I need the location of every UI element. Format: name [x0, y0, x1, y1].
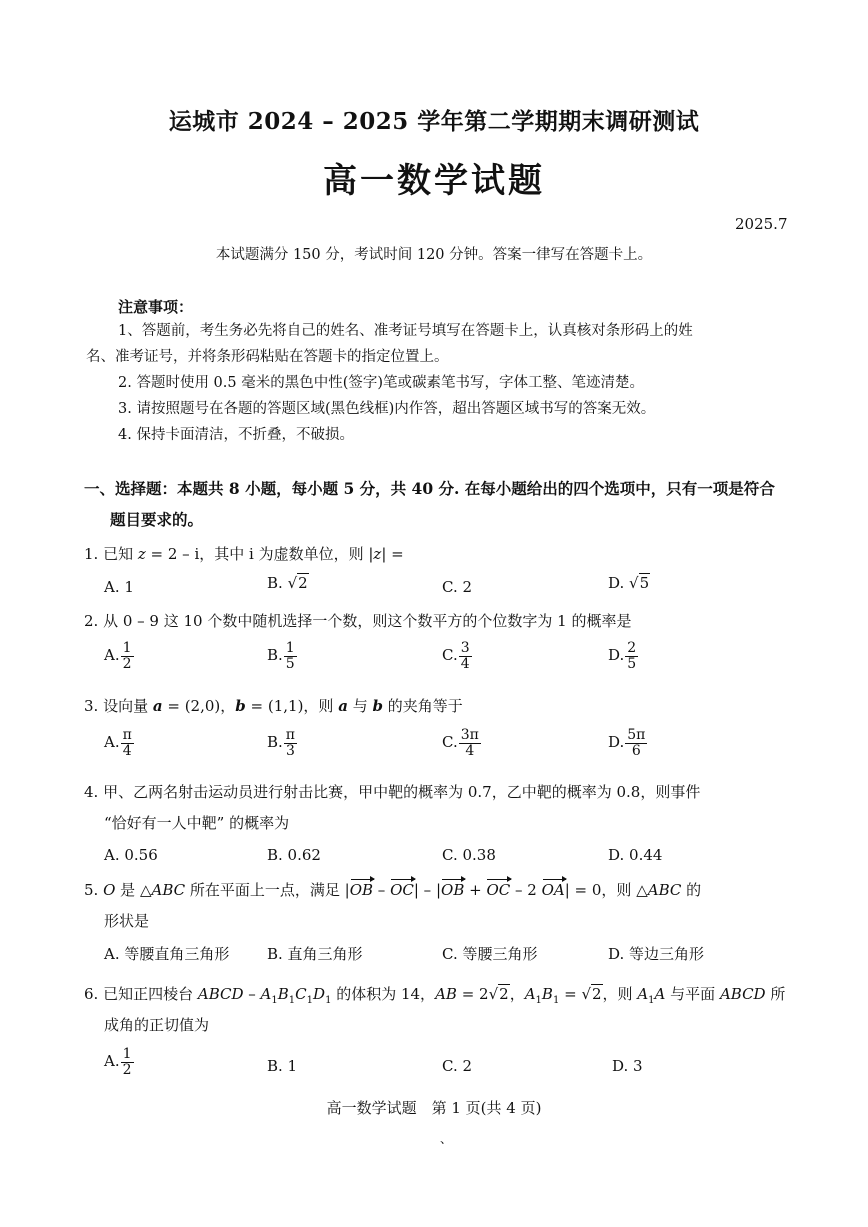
exam-date: 2025.7 [735, 215, 788, 233]
footer-mark: 、 [440, 1132, 453, 1146]
note-2: 2. 答题时使用 0.5 毫米的黑色中性(签字)笔或碳素笔书写，字体工整、笔迹清楚。 [118, 375, 645, 391]
question-3-option-b: B. $\frac{\pi}{3}$ [267, 727, 295, 759]
note-3: 3. 请按照题号在各题的答题区域(黑色线框)内作答，超出答题区域书写的答案无效。 [118, 401, 656, 417]
question-6-option-c: C. 2 [442, 1057, 473, 1075]
question-2-option-c: C. $\frac{3}{4}$ [442, 640, 470, 672]
section-1-heading: 一、选择题：本题共 8 小题，每小题 5 分，共 40 分. 在每小题给出的四个选项中，只有一项是符合 [84, 479, 775, 498]
question-4-stem: 4. 甲、乙两名射击运动员进行射击比赛，甲中靶的概率为 0.7，乙中靶的概率为 0.8，则事件 [84, 783, 701, 801]
question-3-stem: 3. 设向量 a = (2,0)，b = (1,1)，则 a 与 b 的夹角等于 [84, 697, 463, 715]
notes-heading: 注意事项： [118, 298, 194, 316]
question-2-option-a: A. $\frac{1}{2}$ [104, 640, 132, 672]
question-4-option-b: B. 0.62 [267, 846, 321, 864]
question-1-option-c: C. 2 [442, 578, 473, 596]
question-1-option-d: D. √5 [608, 574, 650, 592]
question-6-stem-cont: 成角的正切值为 [104, 1016, 210, 1034]
question-1-stem: 1. 已知 z = 2 – i，其中 i 为虚数单位，则 |z| = [84, 545, 404, 563]
question-5-stem: 5. O 是 △ABC 所在平面上一点，满足 |OB – OC| – |OB + OC – 2 OA| = 0，则 △ABC 的 [84, 881, 702, 899]
question-1-option-a: A. 1 [104, 578, 134, 596]
exam-intro: 本试题满分 150 分，考试时间 120 分钟。答案一律写在答题卡上。 [215, 247, 653, 263]
question-6-option-a: A. $\frac{1}{2}$ [104, 1046, 132, 1078]
note-1b: 名、准考证号，并将条形码粘贴在答题卡的指定位置上。 [86, 349, 449, 365]
section-1-heading-cont: 题目要求的。 [110, 510, 204, 529]
question-4-option-c: C. 0.38 [442, 846, 496, 864]
note-4: 4. 保持卡面清洁，不折叠，不破损。 [118, 427, 354, 443]
question-2-option-b: B. $\frac{1}{5}$ [267, 640, 295, 672]
question-3-option-c: C. $\frac{3\pi}{4}$ [442, 727, 479, 759]
question-5-option-d: D. 等边三角形 [608, 945, 705, 963]
question-3-option-a: A. $\frac{\pi}{4}$ [104, 727, 132, 759]
question-1-option-b: B. √2 [267, 574, 308, 592]
question-5-option-c: C. 等腰三角形 [442, 945, 538, 963]
question-4-option-d: D. 0.44 [608, 846, 663, 864]
exam-title: 高一数学试题 [323, 161, 545, 201]
page-footer: 高一数学试题 第 1 页(共 4 页) [326, 1099, 542, 1117]
exam-series-title: 运城市 2024 – 2025 学年第二学期期末调研测试 [168, 108, 700, 135]
question-2-stem: 2. 从 0 – 9 这 10 个数中随机选择一个数，则这个数平方的个位数字为 1 的概率是 [84, 612, 632, 630]
question-4-stem-cont: “恰好有一人中靶” 的概率为 [104, 814, 290, 832]
question-6-option-d: D. 3 [612, 1057, 643, 1075]
question-3-option-d: D. $\frac{5\pi}{6}$ [608, 727, 646, 759]
question-6-option-b: B. 1 [267, 1057, 298, 1075]
question-5-option-a: A. 等腰直角三角形 [104, 945, 230, 963]
question-5-option-b: B. 直角三角形 [267, 945, 363, 963]
question-2-option-d: D. $\frac{2}{5}$ [608, 640, 637, 672]
question-6-stem: 6. 已知正四棱台 ABCD – $A_1B_1C_1D_1$ 的体积为 14，AB = 2√2，$A_1B_1 = √2$，则 $A_1A$ 与平面 ABCD 所 [84, 985, 786, 1006]
question-5-stem-cont: 形状是 [104, 912, 150, 930]
note-1a: 1、答题前，考生务必先将自己的姓名、准考证号填写在答题卡上，认真核对条形码上的姓 [118, 323, 693, 339]
question-4-option-a: A. 0.56 [104, 846, 158, 864]
